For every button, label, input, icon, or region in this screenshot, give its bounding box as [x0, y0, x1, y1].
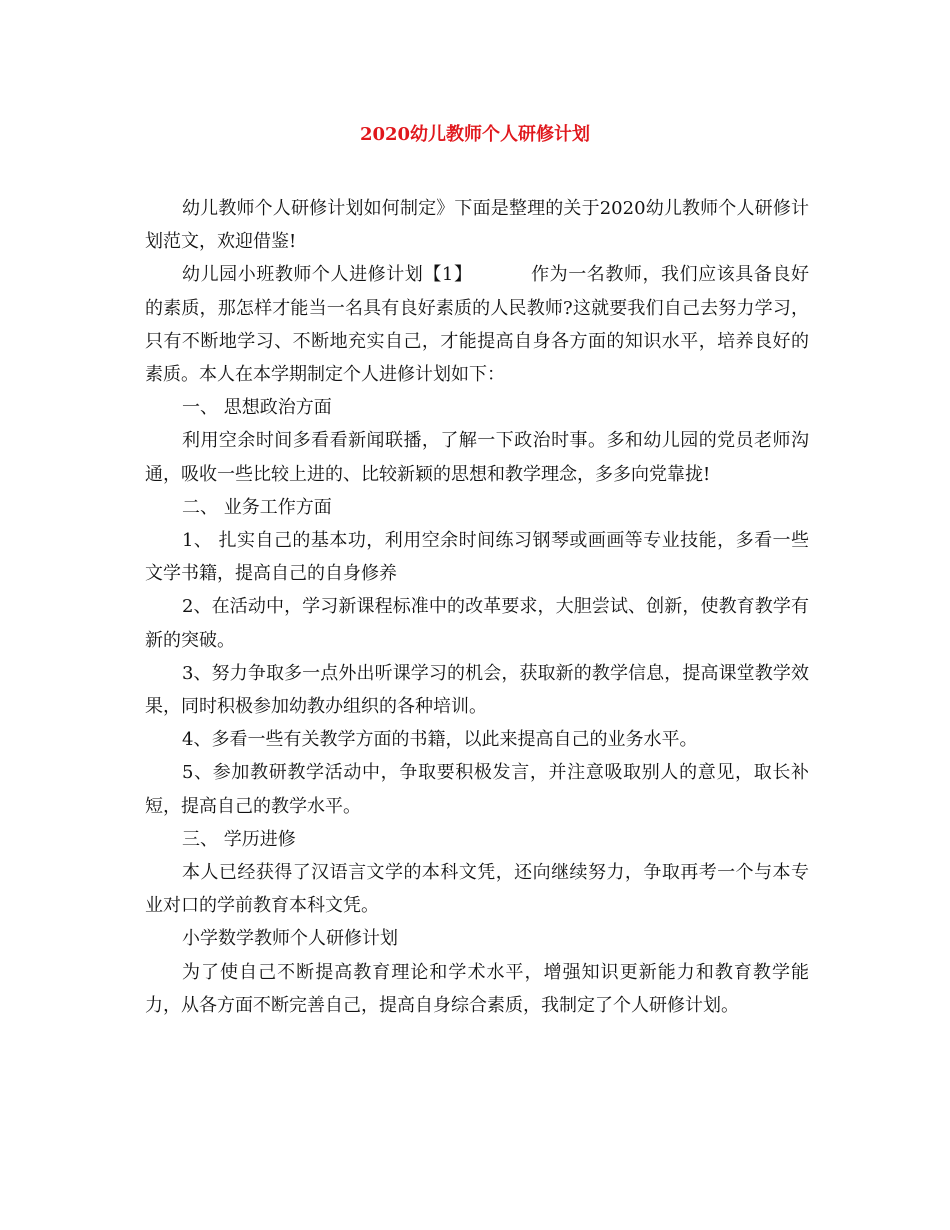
work-item-2: 2、在活动中，学习新课程标准中的改革要求，大胆尝试、创新，使教育教学有新的突破。: [145, 596, 809, 651]
plan-heading-paragraph: [145, 258, 809, 391]
intro-paragraph: 幼儿教师个人研修计划如何制定》下面是整理的关于2020幼儿教师个人研修计划范文，欢迎借鉴!: [145, 198, 809, 253]
work-item-4: 4、多看一些有关教学方面的书籍，以此来提高自己的业务水平。: [182, 729, 698, 751]
education-paragraph: 本人已经获得了汉语言文学的本科文凭，还向继续努力，争取再考一个与本专业对口的学前教育本科文凭。: [145, 862, 809, 917]
document-body: [145, 192, 809, 1022]
plan-intro-text: 作为一名教师，我们应该具备良好的: [145, 264, 810, 319]
work-item-3: 3、努力争取多一点外出听课学习的机会，获取新的教学信息，提高课堂教学效果，同时积极参加幼教办组织的各种培训。: [145, 662, 809, 718]
document-title: 2020幼儿教师个人研修计划: [359, 124, 591, 145]
math-plan-paragraph: 为了使自己不断提高教育理论和学术水平，增强知识更新能力和教育教学能力，从各方面不断完善自己，提高自身综合素质，我制定了个人研修计划。: [145, 961, 809, 1016]
section-heading-education: 三、 学历进修: [182, 828, 296, 850]
plan-intro-continuation: 素质，那怎样才能当一名具有良好素质的人民教师?这就要我们自己去努力学习，只有不断地学习、不断地充实自己，才能提高自身各方面的知识水平，培养良好的素质。本人在本学期制定个人进修计划如下：: [145, 297, 810, 386]
math-plan-heading: 小学数学教师个人研修计划: [182, 928, 398, 950]
plan-heading: 幼儿园小班教师个人进修计划【1】: [182, 264, 473, 286]
politics-paragraph: 利用空余时间多看看新闻联播，了解一下政治时事。多和幼儿园的党员老师沟通，吸收一些比较上进的、比较新颖的思想和教学理念，多多向党靠拢!: [145, 430, 809, 485]
work-item-5: 5、参加教研教学活动中，争取要积极发言，并注意吸取别人的意见，取长补短，提高自己的教学水平。: [145, 762, 809, 817]
section-heading-work: 二、 业务工作方面: [182, 496, 332, 518]
work-item-1: 1、 扎实自己的基本功，利用空余时间练习钢琴或画画等专业技能，多看一些文学书籍，提高自己的自身修养: [145, 530, 809, 585]
section-heading-politics: 一、 思想政治方面: [182, 397, 332, 419]
